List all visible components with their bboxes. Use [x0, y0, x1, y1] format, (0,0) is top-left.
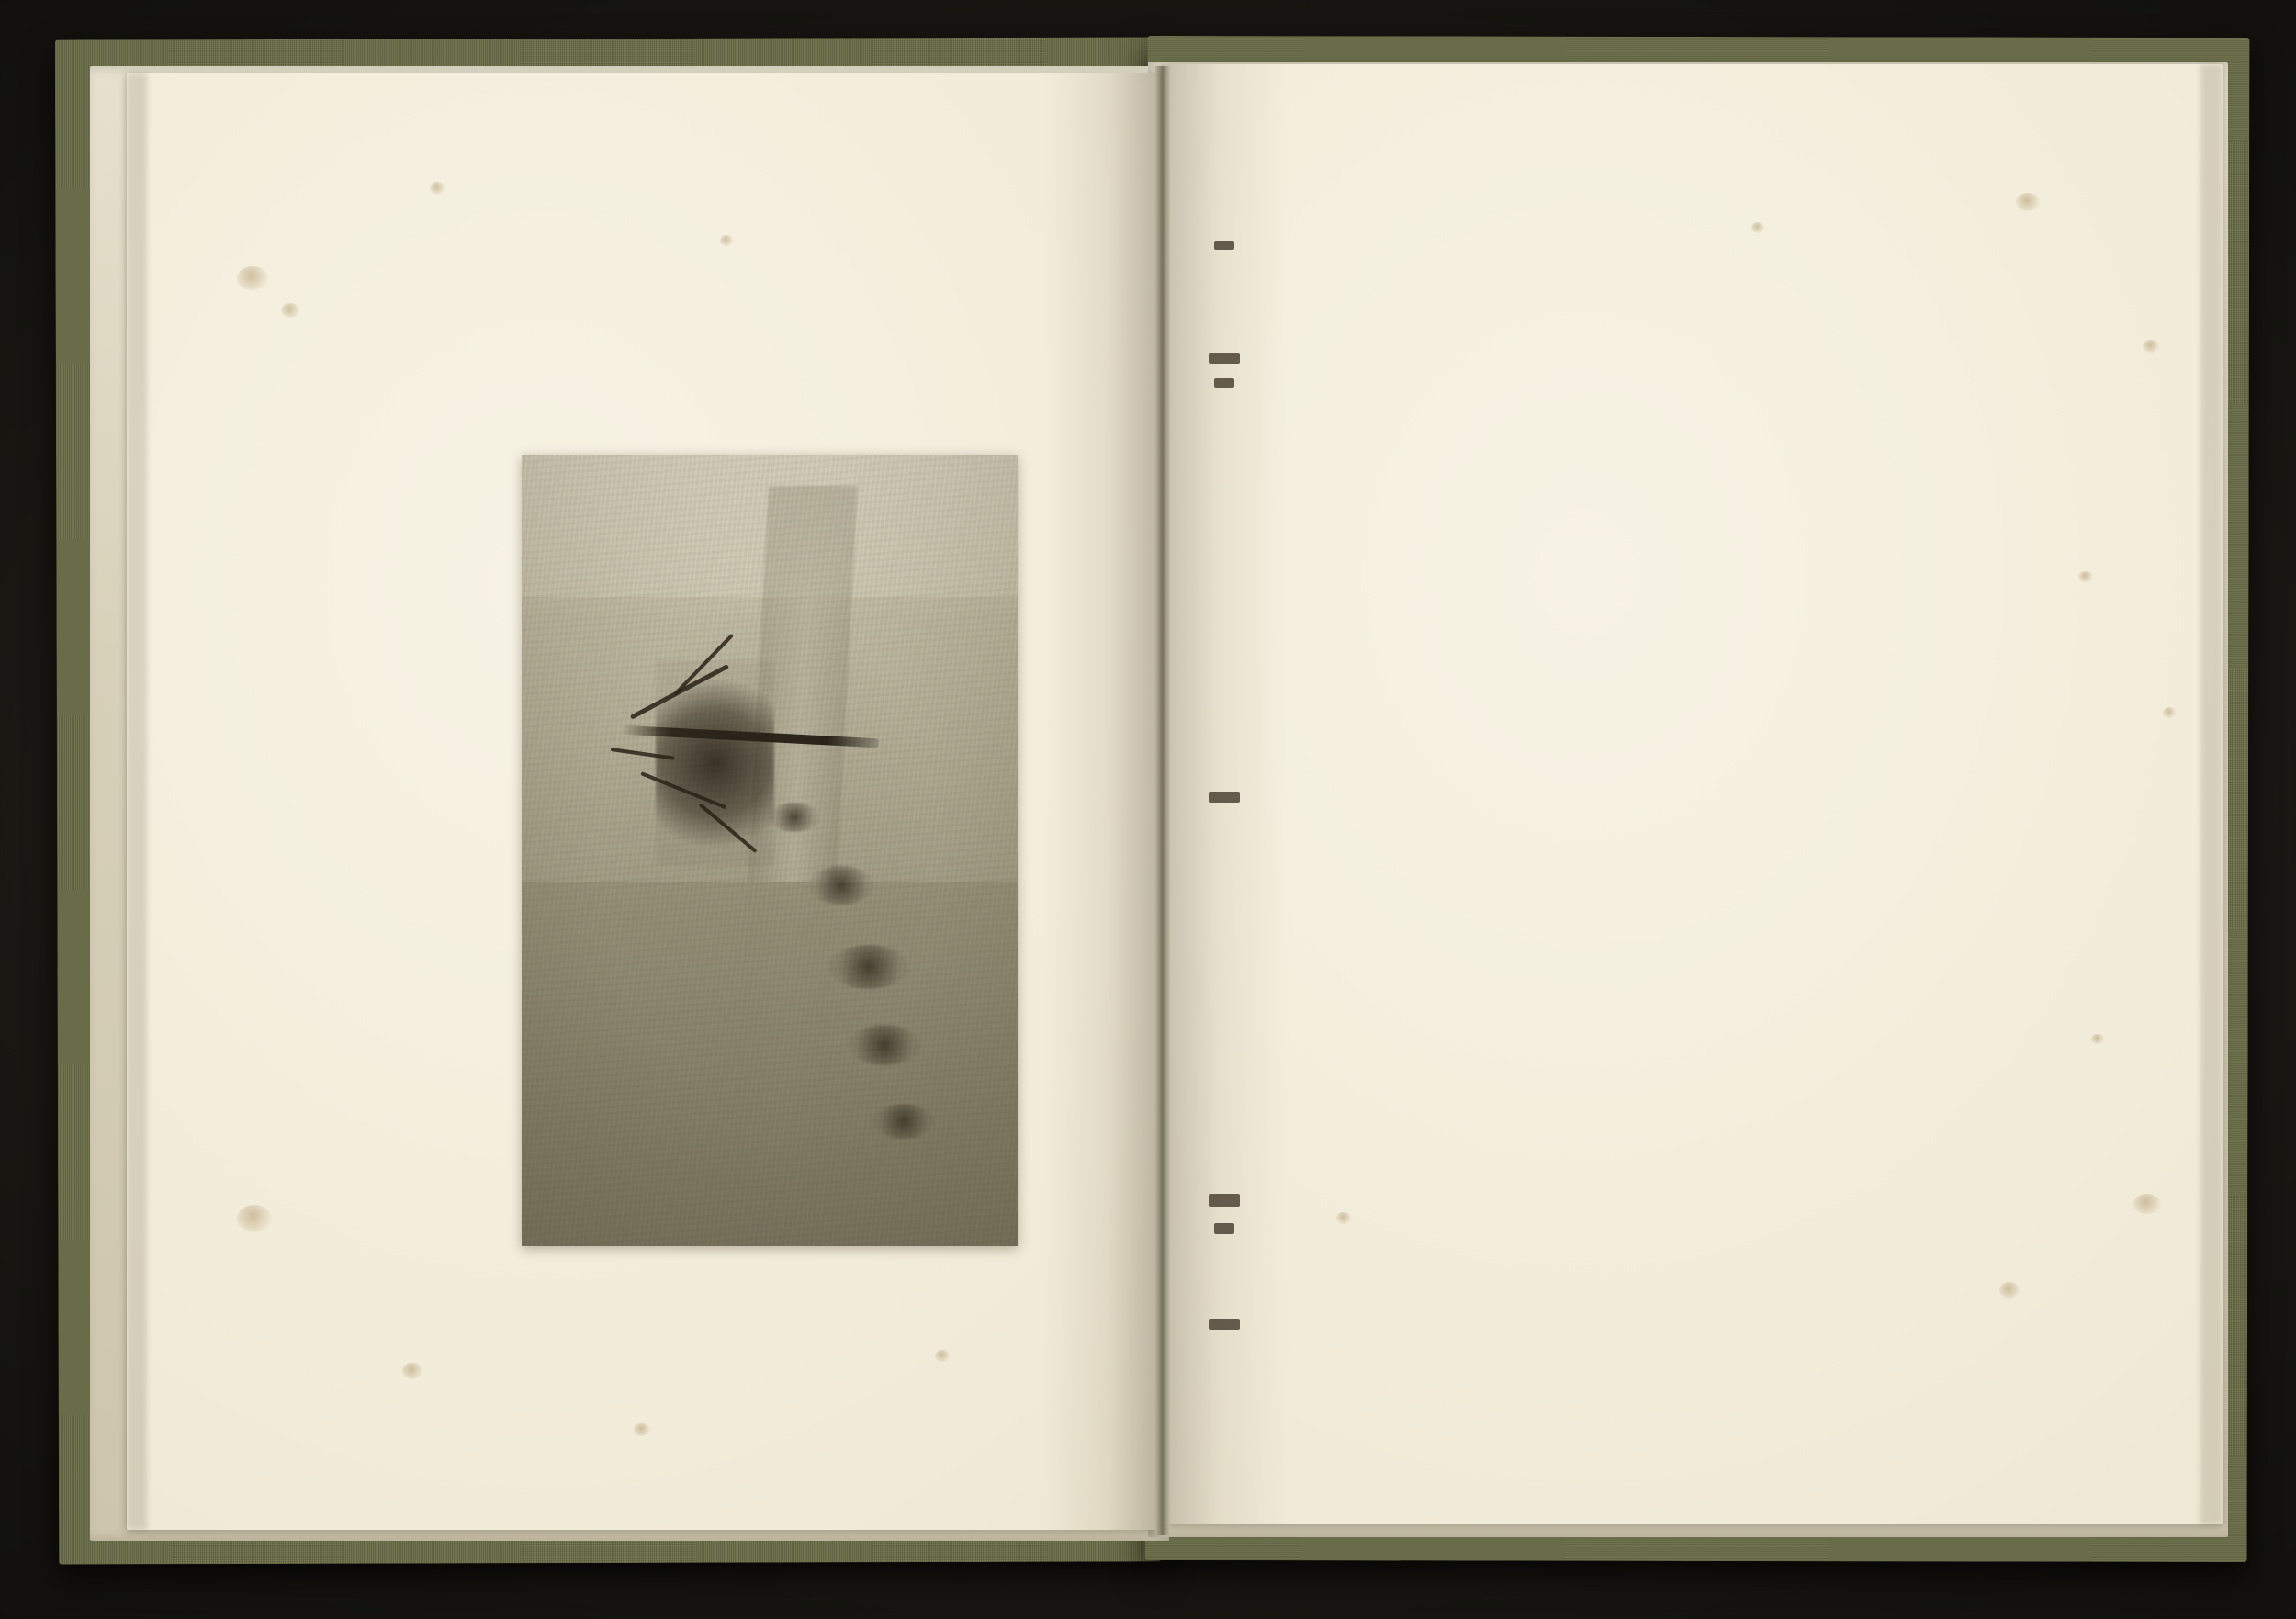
binding-stitch [1209, 1319, 1240, 1330]
foxing-spot [430, 182, 445, 195]
book-spine-fold [1155, 66, 1170, 1535]
photo-vignette [522, 455, 1018, 1246]
foxing-spot [2078, 571, 2093, 582]
valley-forge-photograph [522, 455, 1018, 1246]
foxing-spot [1336, 1212, 1351, 1224]
foxing-spot [2133, 1194, 2161, 1214]
page-edge-wear [2200, 64, 2223, 1524]
binding-stitch [1214, 1223, 1234, 1234]
binding-stitch [1209, 1194, 1240, 1207]
binding-stitch [1214, 378, 1234, 388]
foxing-spot [237, 266, 268, 290]
foxing-spot [237, 1205, 272, 1232]
binding-stitch [1209, 792, 1240, 803]
foxing-spot [402, 1363, 422, 1379]
foxing-spot [935, 1350, 950, 1362]
open-book [55, 29, 2250, 1581]
foxing-spot [1751, 222, 1764, 233]
foxing-spot [2143, 340, 2159, 353]
foxing-spot [1999, 1282, 2020, 1299]
binding-stitch [1214, 241, 1234, 250]
foxing-spot [2091, 1034, 2104, 1044]
page-edge-wear [127, 73, 147, 1530]
foxing-spot [2016, 193, 2040, 211]
foxing-spot [720, 235, 733, 246]
foxing-spot [281, 303, 299, 318]
right-page [1162, 64, 2223, 1524]
foxing-spot [2163, 707, 2176, 718]
binding-stitch [1209, 353, 1240, 364]
photograph-mount [522, 455, 1018, 1246]
foxing-spot [634, 1423, 650, 1436]
left-page [127, 73, 1160, 1530]
